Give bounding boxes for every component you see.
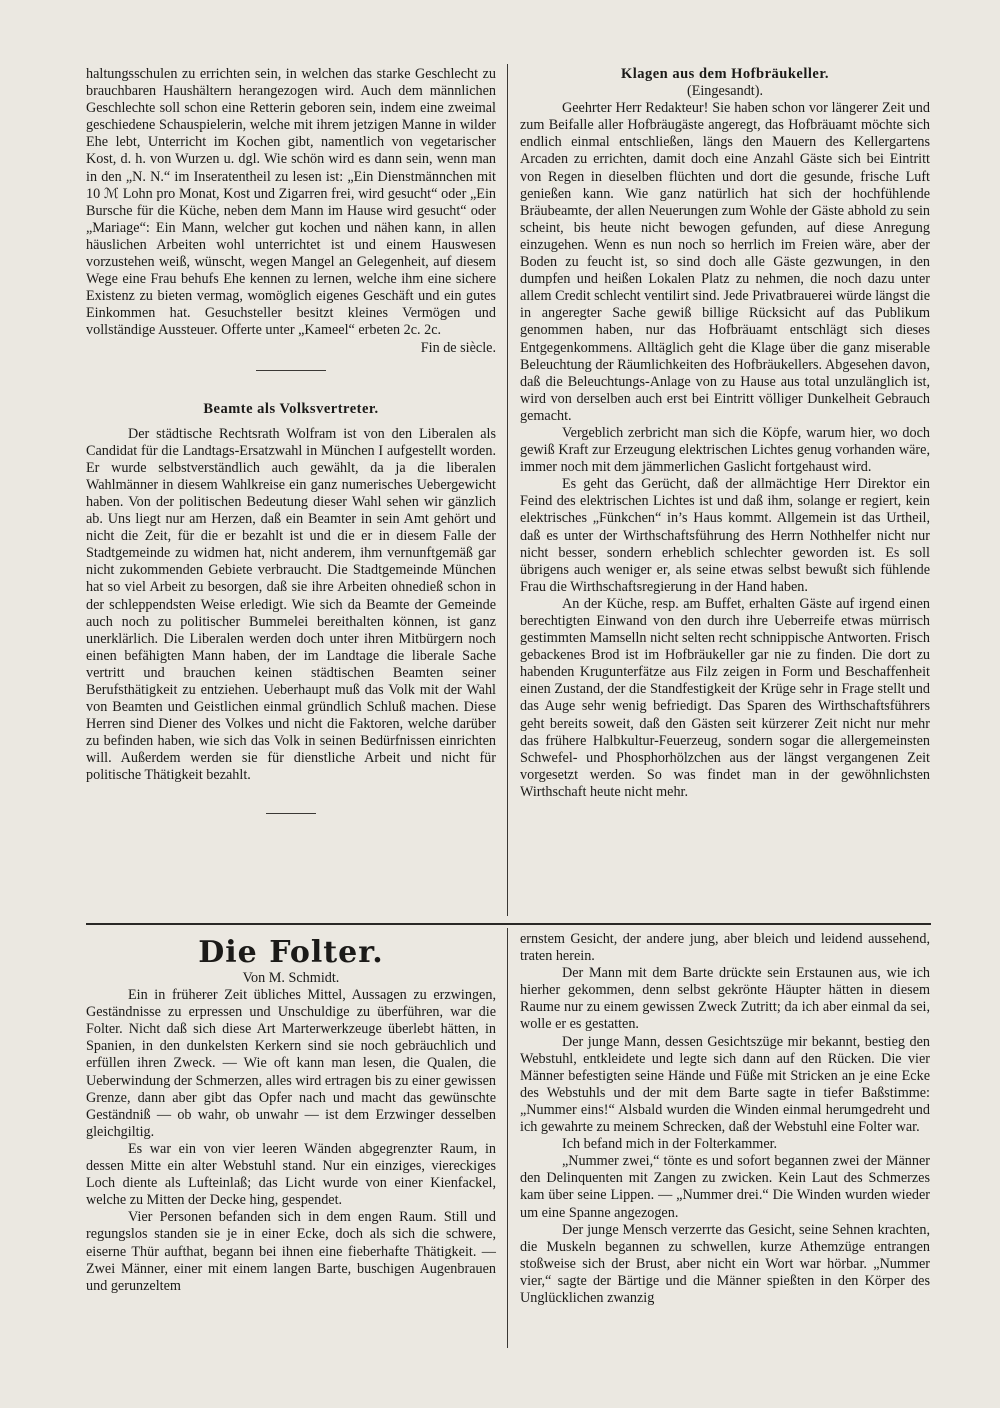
short-divider-bottom: [266, 813, 316, 814]
paragraph: Es war ein von vier leeren Wänden abgegrenzter Raum, in dessen Mitte ein alter Webstuhl stand. Nur ein einziges, viereckiges Loch diente als Lufteinlaß; das Licht wurde von einer Kienfackel, welche zu Mitten der Decke hing, gespendet.: [86, 1140, 496, 1209]
article-signature: Fin de siècle.: [420, 339, 496, 356]
continued-article-body: haltungsschulen zu errichten sein, in welchen das starke Geschlecht zu brauchbaren Haushältern herangezogen wird. Auch dem männlichen Geschlechte soll schon eine Retterin geboren sein, indem eine zweimal geschiedene Schauspielerin, welche mit ihrem jetzigen Manne in wilder Ehe lebt, Unterricht im Kochen gibt, namentlich von vegetarischer Kost, d. h. von Wurzen u. dgl. Wie schön wird es dann sein, wenn man in den „N. N.“ im Inseratentheil zu lesen ist: „Ein Dienstmännchen mit 10 ℳ Lohn pro Monat, Kost und Zigarren frei, wird gesucht“ oder „Ein Bursche für die Küche, neben dem Mann im Hause wird gesucht“ oder „Mariage“: Ein Mann, welcher gut kochen und nähen kann, in allen häuslichen Arbeiten wohl unterrichtet ist und einem Hauswesen vorzustehen weiß, wünscht, wegen Mangel an Gelegenheit, auf diesem Wege eine Frau behufs Ehe kennen zu lernen, welche ihm eine sichere Existenz zu bieten vermag, womöglich eigenes Geschäft und ein gutes Einkommen hat. Gesuchsteller besitzt kleines Vermögen und vollständige Aussteuer. Offerte unter „Kameel“ erbeten 2c. 2c.: [86, 66, 496, 339]
section-title-beamte: Beamte als Volksvertreter.: [203, 400, 379, 417]
paragraph: „Nummer zwei,“ tönte es und sofort begannen zwei der Männer den Delinquenten mit Zangen zu zwicken. Kein Laut des Schmerzes kam über seine Lippen. — „Nummer drei.“ Die Winden wurden wieder um eine Spanne angezogen.: [520, 1153, 930, 1221]
paragraph: An der Küche, resp. am Buffet, erhalten Gäste auf irgend einen berechtigten Einwand von den durch ihre Ueberreife etwas mürrisch gestimmten Mamselln nicht selten recht schnippische Antworten. Frisch gebackenes Brod ist im Hofbräukeller gar nie zu finden. Die dort zu habenden Krugunterfätze aus Filz zeigen in Form und Beschaffenheit einen Zustand, der die Standfestigkeit der Krüge sehr in Frage stellt und das Auge sehr wenig befriedigt. Das Sparen des Wirthschaftsführers geht bereits soweit, daß den Gästen seit kürzerer Zeit nicht nur mehr das frühere Halbkultur-Feuerzeug, sondern sogar die allergemeinsten Schwefel- und Phosphorhölzchen aus der längst vergangenen Zeit vorgesetzt werden. So was findet man in der gewöhnlichsten Wirthschaft heute nicht mehr.: [520, 595, 930, 800]
article-title-hofbraeukeller: Klagen aus dem Hofbräukeller.: [620, 66, 830, 82]
continued-article-text: [86, 66, 496, 356]
section-text-beamte: Der städtische Rechtsrath Wolfram ist von den Liberalen als Candidat für die Landtags-Ersatzwahl in München I aufgestellt worden. Er wurde selbstverständlich auch gewählt, da ja die liberalen Wahlmänner in diesem Wahlkreise ein ganz numerisches Uebergewicht haben. Von der politischen Bedeutung dieser Wahl sehen wir gänzlich ab. Uns liegt nur am Herzen, daß ein Beamter in sein Amt gehört und nicht die Zeit, für die er bezahlt ist und die er in diesem Falle der Stadtgemeinde zu widmen hat, nicht anderem, ihm vernunftgemäß gar nicht zukommenden Gebiete verbraucht. Die Stadtgemeinde München hat so viel Arbeit zu besorgen, daß sie ihre Arbeiten ohnedieß schon in der schleppendsten Weise erledigt. Wie sich da Beamte der Gemeinde auch noch zu politischer Bummelei bereithalten können, ist ganz unerklärlich. Die Liberalen werden doch unter ihren Mitbürgern noch einen befähigten Mann haben, der im Landtage die liberale Sache vertritt und brauchen keinen städtischen Beamten seiner Berufsthätigkeit zu entziehen. Ueberhaupt muß das Volk mit der Wahl von Beamten und Geistlichen einmal gründlich Schluß machen. Diese Herren sind Diener des Volkes und nicht die Faktoren, welche darüber zu befinden haben, wie sich das Volk in seinen Bedürfnissen einrichten will. Außerdem werden sie für dienstliche Arbeit und nicht für politische Thätigkeit bezahlt.: [86, 425, 496, 784]
paragraph: Der Mann mit dem Barte drückte sein Erstaunen aus, wie ich hierher gekommen, denn selbst gekrönte Häupter hätten in diesem Raume nur zu einem gewissen Zweck Zutritt; da ich aber einmal da sei, wolle er es gestatten.: [520, 965, 930, 1033]
column-top-right: [520, 66, 930, 801]
section-divider: [86, 923, 931, 925]
paragraph: Es geht das Gerücht, daß der allmächtige Herr Direktor ein Feind des elektrischen Lichtes ist und daß ihm, solange er regiert, kein elektrisches „Fünkchen“ in’s Haus kommt. Allgemein ist das Urtheil, daß es unter der Wirthschaftsführung des Herrn Nothhelfer nicht nur nicht besser, sondern erheblich schlechter geworden ist. Es soll übrigens auch weniger er, als seine etwas selbst bewußt sich fühlende Frau die Wirthschaftsregierung in der Hand haben.: [520, 476, 930, 595]
column-divider-bottom: [507, 928, 508, 1348]
story-author: Von M. Schmidt.: [242, 970, 340, 986]
paragraph: Der junge Mann, dessen Gesichtszüge mir bekannt, bestieg den Webstuhl, entkleidete und legte sich dann auf den Rücken. Die vier Männer befestigten seine Hände und Füße mit Stricken an je eine Ecke des Webstuhls und der mit dem Barte sagte in tiefer Baßstimme: „Nummer eins!“ Alsbald wurden die Winden einmal herumgedreht und ich gewahrte zu meinem Schrecken, daß der Webstuhl eine Folter war.: [520, 1033, 930, 1136]
paragraph: Geehrter Herr Redakteur! Sie haben schon vor längerer Zeit und zum Beifalle aller Hofbräugäste angeregt, das Hofbräuamt möchte sich endlich einmal entschließen, längs den Mauern des Kellergartens Arcaden zu errichten, damit doch eine Anzahl Gäste sich bei Eintritt von Regen in dieselben flüchten und dort die gesunde, frische Luft genießen kann. Wie ganz natürlich hat sich der hochfühlende Bräubeamte, der allen Neuerungen zum Wohle der Gäste abhold zu sein scheint, bis heute nicht bewogen gefunden, auf diese Anregung einzugehen. Wenn es nun noch so herrlich im Freien wäre, aber der Boden zu feucht ist, so sind doch alle Gäste gezwungen, in den dumpfen und heißen Lokalen Platz zu nehmen, die noch dazu unter allem Credit schlecht ventilirt sind. Jede Privatbrauerei würde längst die in angeregter Sache gewiß billige Rücksicht auf das Publikum genommen haben, nur das Hofbräuamt entschlägt sich dieses Entgegenkommens. Alltäglich geht die Klage über die ganz miserable Beleuchtung der Räumlichkeiten des Hofbräukellers. Abgesehen davon, daß die Beleuchtungs-Anlage von zu Hause aus total unzulänglich ist, wird von derselben auch erst bei Eintritt völliger Dunkelheit Gebrauch gemacht.: [520, 100, 930, 424]
story-title-folter: Die Folter.: [198, 935, 384, 970]
paragraph: Der junge Mensch verzerrte das Gesicht, seine Sehnen krachten, die Muskeln begannen zu schwellen, kurze Athemzüge entrangen stoßweise sich der Brust, aber nicht ein Wort war hörbar. „Nummer vier,“ sagte der Bärtige und die Männer spießten in den Körper des Unglücklichen zwanzig: [520, 1221, 930, 1306]
paragraph: Ein in früherer Zeit übliches Mittel, Aussagen zu erzwingen, Geständnisse zu erpressen und Unschuldige zu überführen, war die Folter. Nicht daß sich diese Art Marterwerkzeuge überlebt hätten, in Spanien, in den dunkelsten Kerkern sind sie noch gebräuchlich und erfüllen ihren Zweck. — Wie oft kann man lesen, die Qualen, die Ueberwindung der Schmerzen, alles wird ertragen bis zu einer gewissen Grenze, dann aber gibt das Opfer nach und macht das gewünschte Geständniß — ob wahr, ob unwahr — ist dem Erzwinger desselben gleichgiltig.: [86, 987, 496, 1140]
article-subtitle: (Eingesandt).: [686, 83, 764, 100]
paragraph: Vier Personen befanden sich in dem engen Raum. Still und regungslos standen sie je in einer Ecke, doch als sich die schwere, eiserne Thür aufthat, begann bei ihnen eine fieberhafte Thätigkeit. — Zwei Männer, einer mit einem langen Barte, buschigen Augenbrauen und gerunzeltem: [86, 1209, 496, 1294]
column-bottom-right: [520, 931, 930, 1307]
short-divider: [256, 370, 326, 371]
column-top-left: [86, 66, 496, 814]
paragraph: ernstem Gesicht, der andere jung, aber bleich und leidend aussehend, traten herein.: [520, 931, 930, 965]
column-divider-top: [507, 64, 508, 916]
paragraph: Vergeblich zerbricht man sich die Köpfe, warum hier, wo doch gewiß Kraft zur Erzeugung elektrischen Lichtes genug vorhanden wäre, immer noch mit dem jämmerlichen Gaslicht fortgehaust wird.: [520, 424, 930, 476]
paragraph: Ich befand mich in der Folterkammer.: [562, 1136, 778, 1153]
column-bottom-left: [86, 936, 496, 1295]
